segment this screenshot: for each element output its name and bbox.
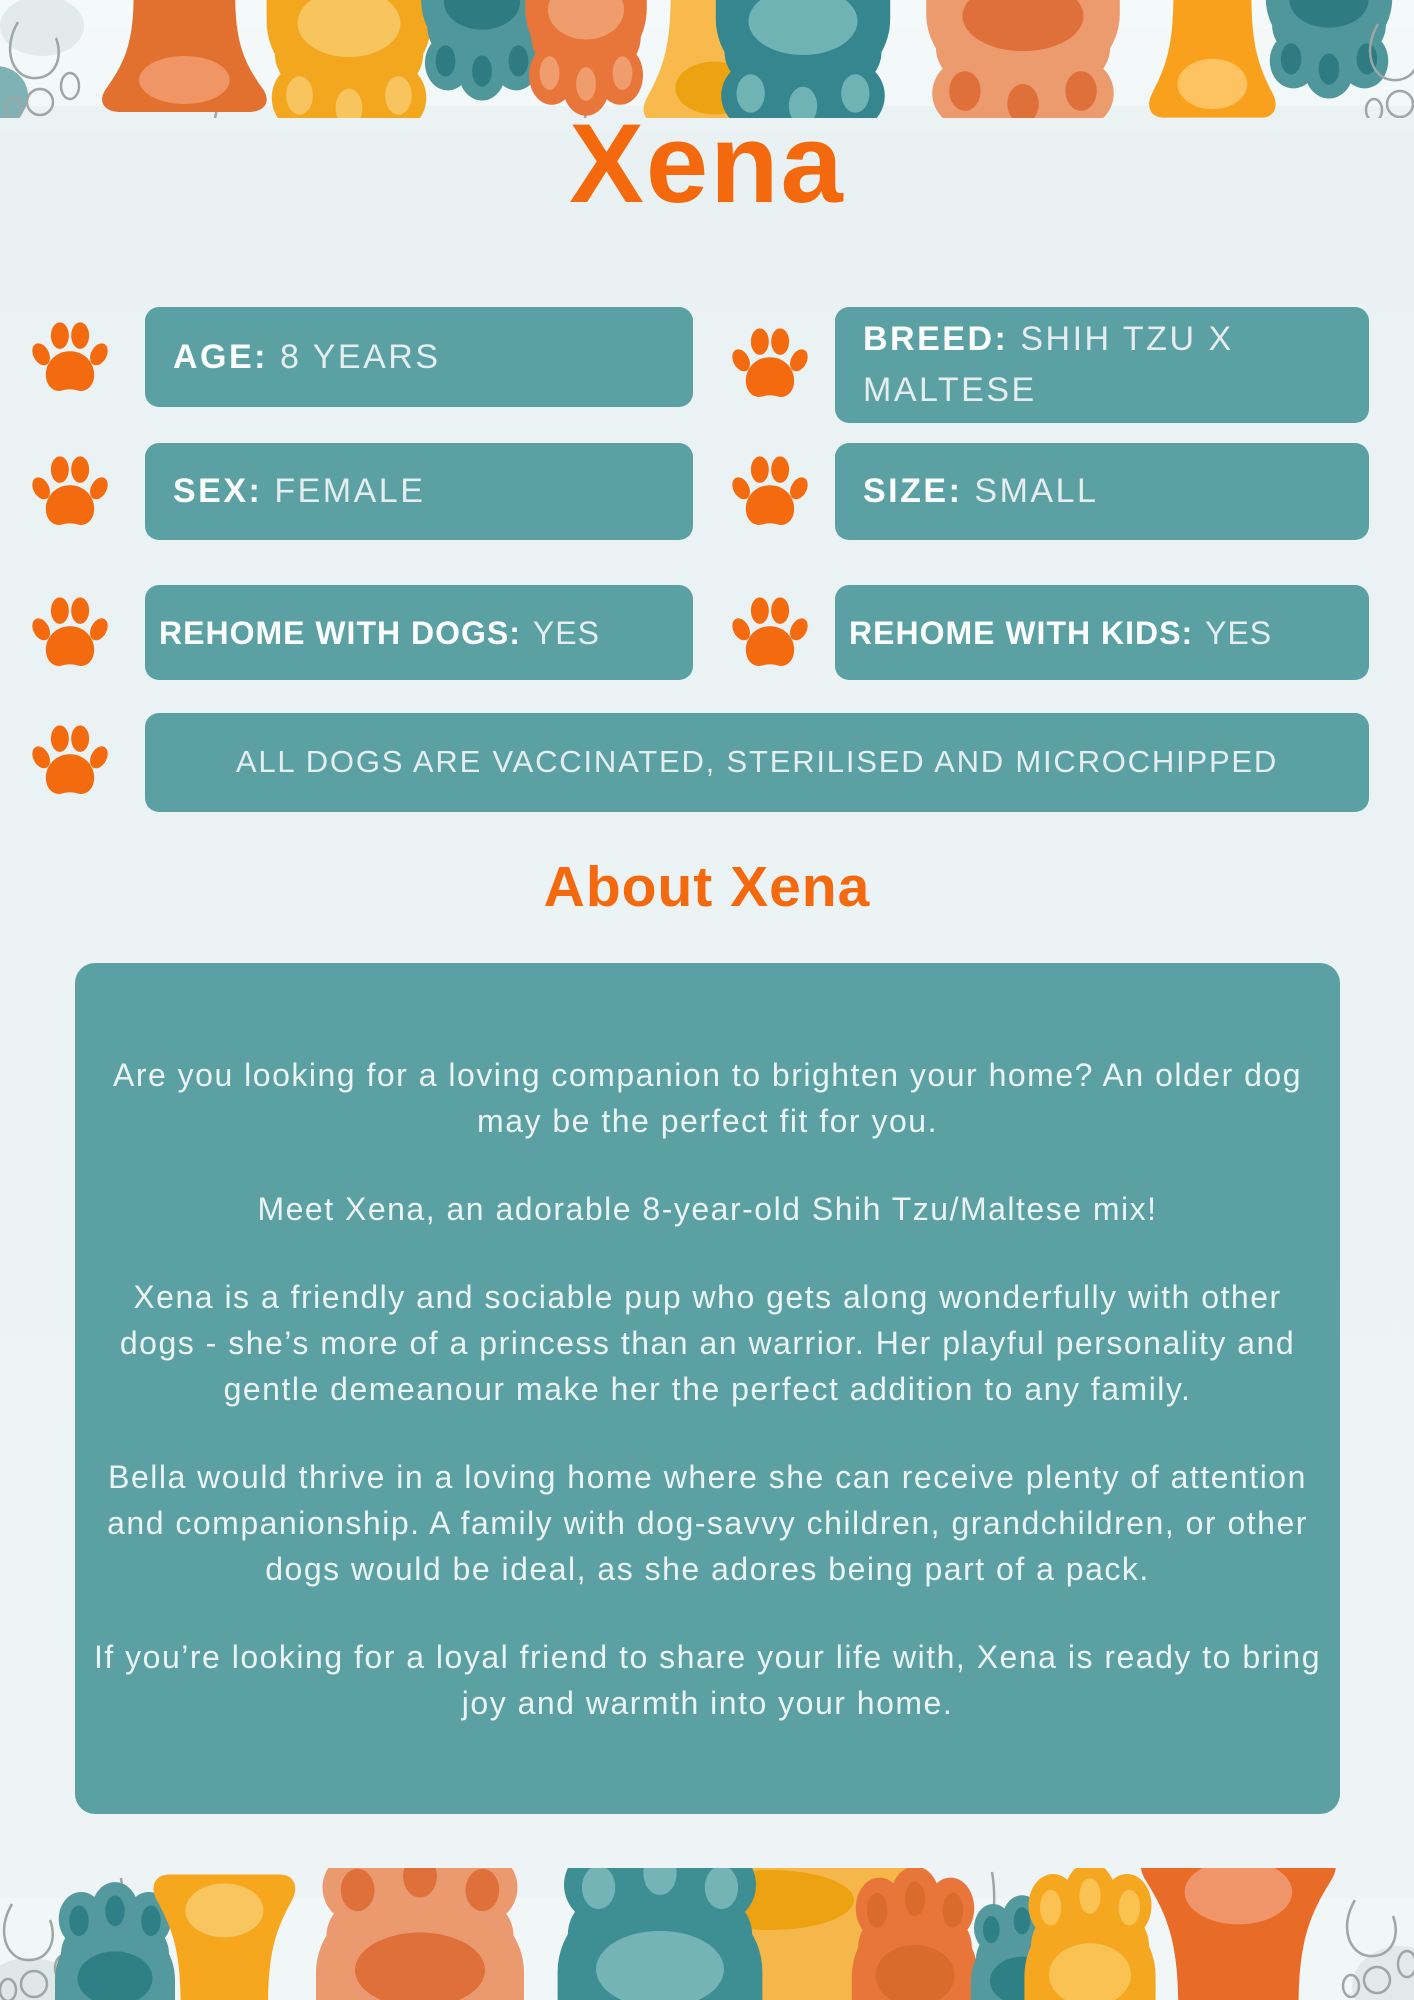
rehome-dogs-value: YES: [532, 614, 600, 651]
breed-label: BREED:: [863, 320, 1009, 358]
dog-name-title: Xena: [569, 101, 845, 226]
paw-icon: [31, 723, 109, 801]
paw-icon: [731, 595, 809, 673]
rehome-dogs-label: REHOME WITH DOGS:: [159, 614, 521, 651]
about-paragraph: Xena is a friendly and sociable pup who gets along wonderfully with other dogs - she’s more of a princess than an warrior. Her playful personality and gentle demeanour make her the perfect addition to any family.: [119, 1278, 1296, 1407]
about-paragraph: Meet Xena, an adorable 8-year-old Shih Tzu/Maltese mix!: [257, 1190, 1158, 1227]
vaccination-notice-card: [145, 713, 1369, 812]
about-heading: About Xena: [543, 855, 871, 919]
sex-value: FEMALE: [274, 472, 426, 510]
size-value: SMALL: [974, 472, 1099, 510]
age-label: AGE:: [173, 337, 268, 376]
breed-value: SHIH TZU X MALTESE: [863, 320, 1234, 409]
paw-icon: [731, 454, 809, 532]
bottom-paw-border-illustration: [0, 1868, 1414, 2000]
about-paragraph: If you’re looking for a loyal friend to share your life with, Xena is ready to bring joy and warmth into your home.: [93, 1638, 1321, 1721]
paw-icon: [31, 595, 109, 673]
rehome-with-kids-card: [835, 585, 1369, 680]
rehome-kids-value: YES: [1205, 614, 1273, 651]
breed-card: [835, 307, 1369, 423]
size-label: SIZE:: [863, 472, 963, 510]
paw-icon: [31, 320, 109, 398]
sex-label: SEX:: [173, 472, 263, 510]
about-paragraph: Bella would thrive in a loving home where she can receive plenty of attention and companionship. A family with dog-savvy children, grandchildren, or other dogs would be ideal, as she adores being part of a pack.: [107, 1458, 1308, 1587]
rehome-kids-label: REHOME WITH KIDS:: [849, 614, 1194, 651]
paw-icon: [731, 326, 809, 404]
about-description-card: [75, 963, 1340, 1814]
size-card: [835, 443, 1369, 540]
about-paragraph: Are you looking for a loving companion to brighten your home? An older dog may be the perfect fit for you.: [112, 1056, 1302, 1139]
vaccination-notice-text: ALL DOGS ARE VACCINATED, STERILISED AND MICROCHIPPED: [235, 744, 1279, 780]
age-value: 8 YEARS: [280, 337, 441, 376]
sex-card: [145, 443, 693, 540]
age-card: [145, 307, 693, 407]
paw-icon: [31, 454, 109, 532]
rehome-with-dogs-card: [145, 585, 693, 680]
